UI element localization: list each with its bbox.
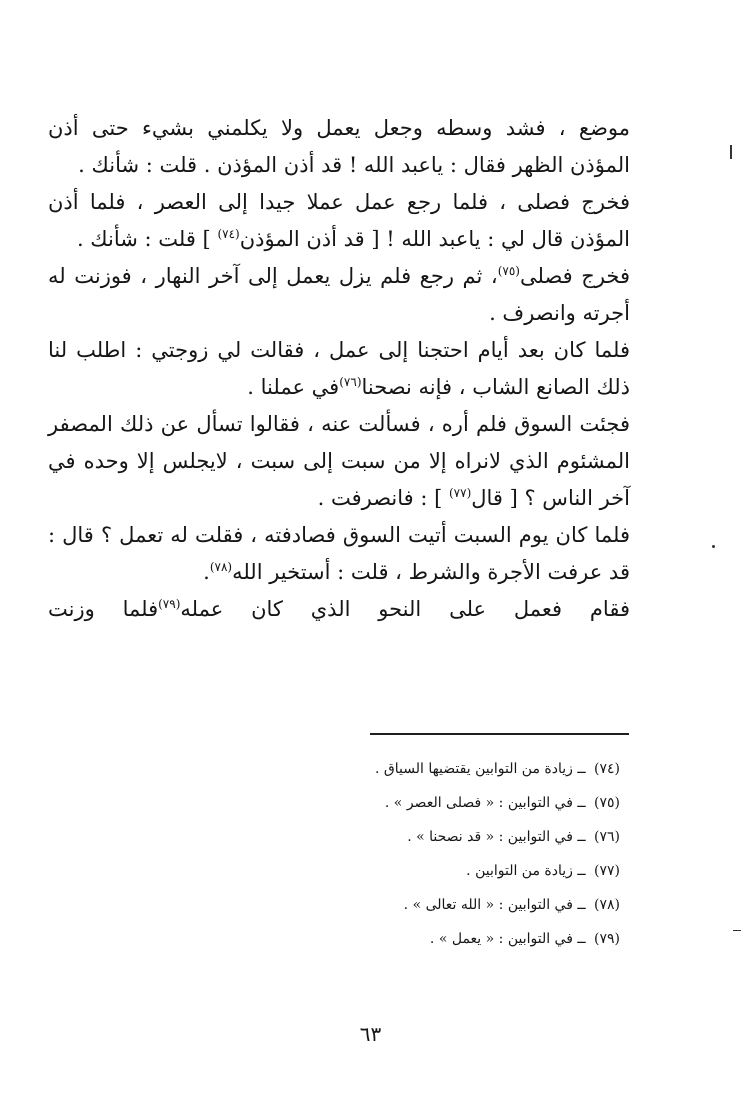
text-line-tail: ] قلت : شأنك . — [76, 227, 211, 251]
footnote-77 — [300, 854, 620, 888]
paragraph-3 — [48, 258, 630, 332]
paragraph-6 — [48, 517, 630, 591]
footnote-number: (٧٧) — [594, 863, 620, 879]
text-line: أجرته وانصرف . — [489, 301, 630, 325]
text-line: ذلك الصانع الشاب ، فإنه نصحنا — [361, 375, 630, 399]
text-line-tail: في عملنا . — [247, 375, 340, 399]
text-line: موضع ، فشد وسطه وجعل يعمل ولا يكلمني بشيء حتى أذن — [48, 116, 630, 140]
text-line-head: فخرج فصلى — [519, 264, 630, 288]
text-line: فجئت السوق فلم أره ، فسألت عنه ، فقالوا تسأل عن ذلك المصفر — [48, 412, 630, 436]
text-line: فقام فعمل على النحو الذي كان عمله — [180, 597, 630, 621]
footnote-74 — [300, 752, 620, 786]
footnote-ref-77[interactable]: (٧٧) — [448, 486, 472, 500]
scan-mark — [733, 930, 741, 931]
footnote-text: ــ زيادة من التوابين يقتضيها السياق . — [374, 761, 586, 777]
footnote-75 — [300, 786, 620, 820]
footnote-text: ــ في التوابين : « الله تعالى » . — [403, 897, 586, 913]
footnote-ref-75[interactable]: (٧٥) — [497, 264, 520, 278]
paragraph-5 — [48, 406, 630, 517]
text-line: آخر الناس ؟ [ قال — [471, 486, 630, 510]
footnote-ref-76[interactable]: (٧٦) — [339, 375, 362, 389]
footnote-ref-74[interactable]: (٧٤) — [217, 227, 240, 241]
paragraph-2 — [48, 184, 630, 258]
footnote-number: (٧٤) — [594, 761, 620, 777]
scan-mark — [730, 145, 732, 159]
footnote-text: ــ في التوابين : « يعمل » . — [429, 931, 586, 947]
text-line: فلما كان بعد أيام احتجنا إلى عمل ، فقالت لي زوجتي : اطلب لنا — [48, 338, 630, 362]
footnote-text: ــ زيادة من التوابين . — [466, 863, 586, 879]
text-line: فلما كان يوم السبت أتيت السوق فصادفته ، فقلت له تعمل ؟ — [100, 523, 630, 547]
text-line: فخرج فصلى ، فلما رجع عمل عملا جيدا إلى العصر ، فلما أذن — [48, 190, 630, 214]
paragraph-7 — [48, 591, 630, 628]
footnotes-section — [300, 752, 620, 956]
text-line-tail: ] : فانصرفت . — [317, 486, 449, 510]
footnote-76 — [300, 820, 620, 854]
paragraph-4 — [48, 332, 630, 406]
scan-mark — [712, 545, 715, 548]
text-line-tail: . — [203, 560, 210, 584]
footnote-ref-79[interactable]: (٧٩) — [158, 597, 181, 611]
footnote-78 — [300, 888, 620, 922]
page-number: ٦٣ — [359, 1022, 382, 1046]
text-line: قال : قد عرفت الأجرة والشرط ، قلت : أستخير الله — [48, 523, 630, 584]
footnote-number: (٧٩) — [594, 931, 620, 947]
footnote-number: (٧٥) — [594, 795, 620, 811]
footnote-79 — [300, 922, 620, 956]
footnote-separator — [370, 733, 629, 735]
text-line: المؤذن الظهر فقال : ياعبد الله ! قد أذن المؤذن . قلت : شأنك . — [78, 153, 630, 177]
footnote-ref-78[interactable]: (٧٨) — [209, 560, 233, 574]
main-text-body — [48, 110, 630, 628]
paragraph-1 — [48, 110, 630, 184]
footnote-text: ــ في التوابين : « فصلى العصر » . — [384, 795, 586, 811]
footnote-text: ــ في التوابين : « قد نصحنا » . — [407, 829, 586, 845]
text-line: ، ثم رجع فلم يزل يعمل إلى آخر النهار ، فوزنت له — [48, 264, 498, 288]
text-line-tail: فلما وزنت — [48, 597, 159, 621]
text-line: المشئوم الذي لانراه إلا من سبت إلى سبت ، لايجلس إلا وحده في — [48, 449, 630, 473]
footnote-number: (٧٦) — [594, 829, 620, 845]
text-line: المؤذن قال لي : ياعبد الله ! [ قد أذن المؤذن — [239, 227, 630, 251]
footnote-number: (٧٨) — [594, 897, 620, 913]
